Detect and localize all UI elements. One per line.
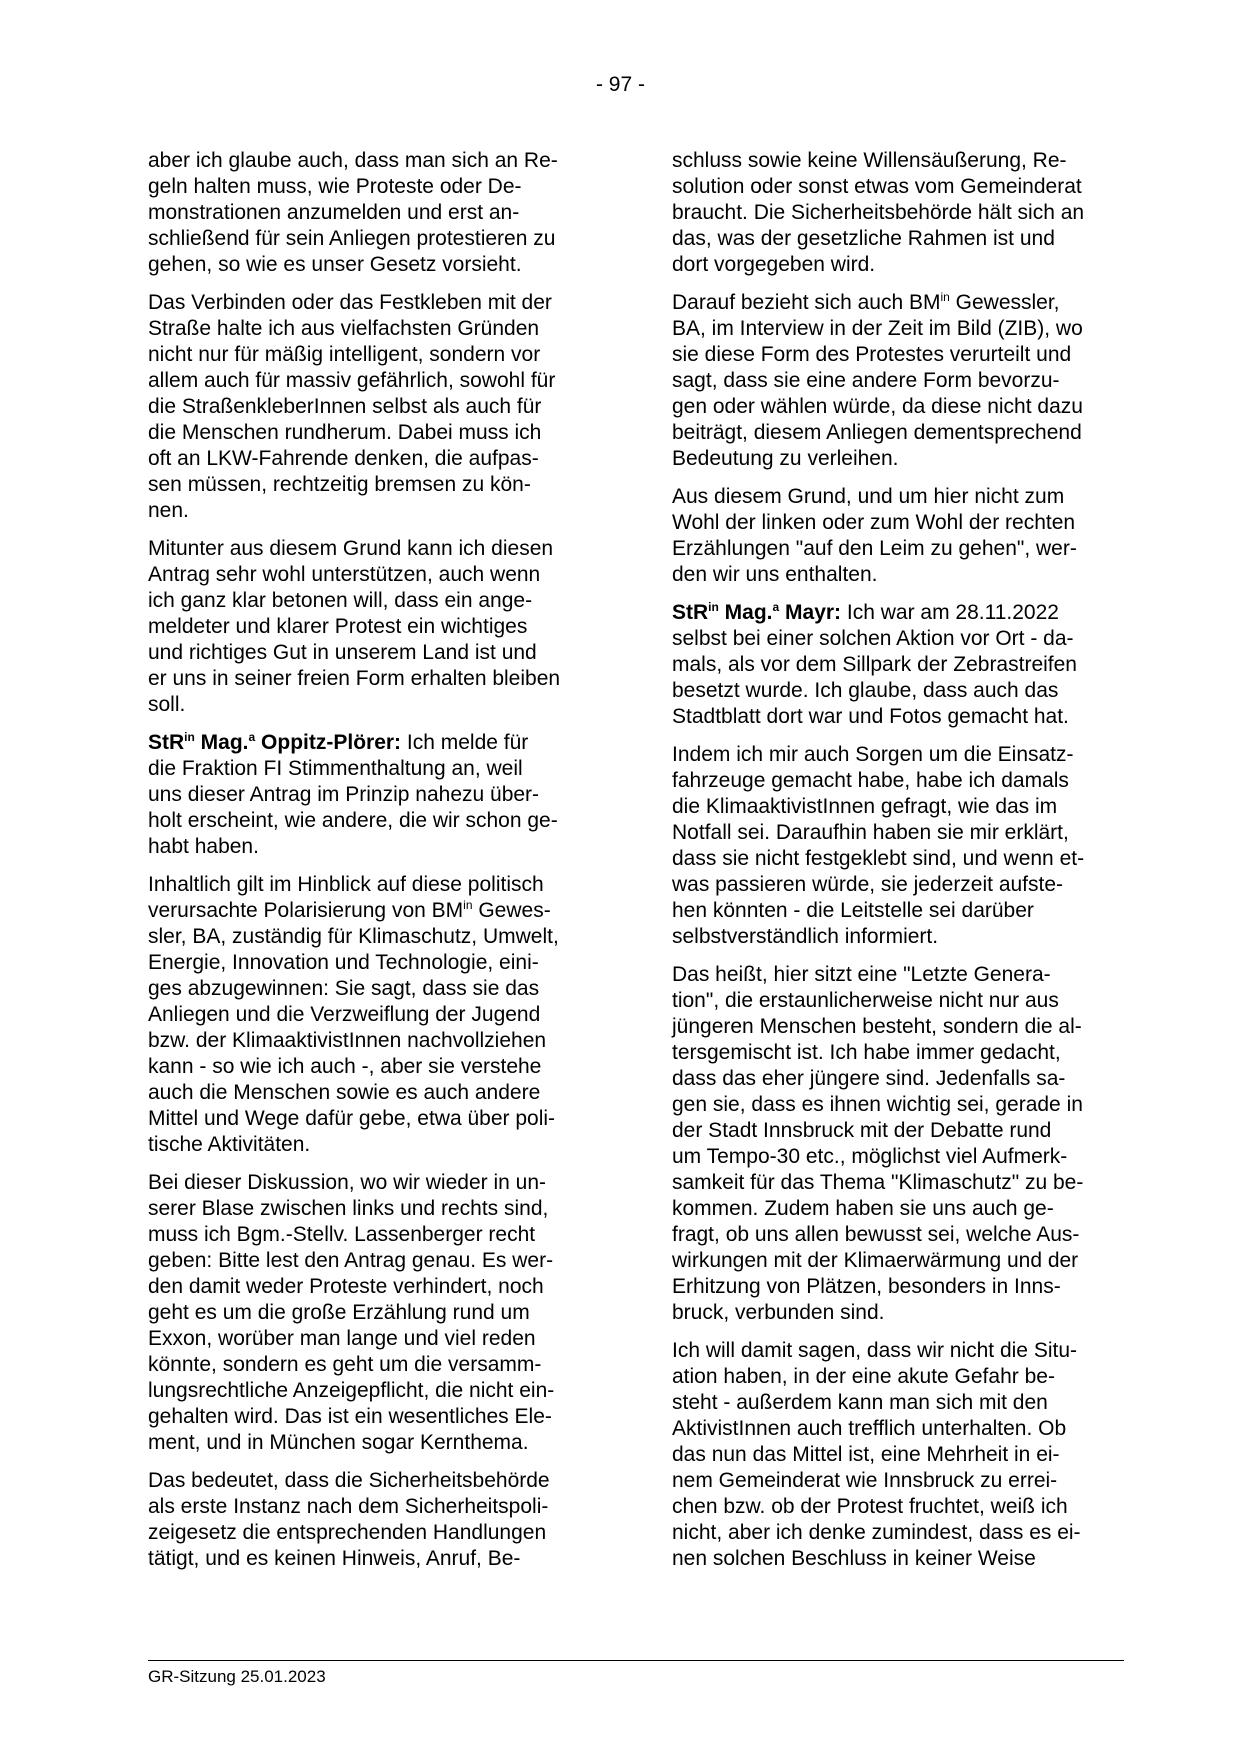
text-line: Anliegen und die Verzweiflung der Jugend — [148, 1003, 541, 1026]
text-line: Wohl der linken oder zum Wohl der rechten — [672, 511, 1076, 534]
text-line: Erhitzung von Plätzen, besonders in Inns- — [672, 1275, 1061, 1298]
text-line: könnte, sondern es geht um die versamm- — [148, 1353, 542, 1376]
text-line: solution oder sonst etwas vom Gemeinderat — [672, 175, 1082, 198]
text-line: die StraßenkleberInnen selbst als auch für — [148, 395, 542, 418]
text-line: samkeit für das Thema "Klimaschutz" zu be- — [672, 1171, 1084, 1194]
text-line: Erzählungen "auf den Leim zu gehen", wer- — [672, 537, 1077, 560]
text-line: gehalten wird. Das ist ein wesentliches Ele- — [148, 1405, 552, 1428]
text-line: Darauf bezieht sich auch $BM^{in}$ Gewessler, — [672, 290, 1060, 314]
text-line: braucht. Die Sicherheitsbehörde hält sich an — [672, 201, 1085, 224]
paragraph — [148, 1468, 598, 1572]
text-line: verursachte Polarisierung von $BM^{in}$ Gewes- — [148, 898, 551, 922]
text-line: ich ganz klar betonen will, dass ein ange- — [148, 589, 533, 612]
text-line: das nun das Mittel ist, eine Mehrheit in ei- — [672, 1443, 1060, 1466]
text-line: Straße halte ich aus vielfachsten Gründen — [148, 317, 540, 340]
text-line: selbst bei einer solchen Aktion vor Ort - da- — [672, 627, 1074, 650]
speaker-paragraph — [672, 600, 1124, 730]
paragraph — [148, 148, 598, 278]
text-line: fahrzeuge gemacht habe, habe ich damals — [672, 769, 1069, 792]
text-line: uns dieser Antrag im Prinzip nahezu über- — [148, 783, 540, 806]
footer-session-date: GR-Sitzung 25.01.2023 — [148, 1667, 326, 1686]
text-line: Das heißt, hier sitzt eine "Letzte Genera- — [672, 963, 1051, 986]
text-line: Mittel und Wege dafür gebe, etwa über poli- — [148, 1107, 556, 1130]
paragraph — [672, 962, 1124, 1326]
speaker-paragraph — [148, 730, 598, 860]
text-line: nicht nur für mäßig intelligent, sondern vor — [148, 343, 541, 366]
text-line: Das Verbinden oder das Festkleben mit der — [148, 291, 552, 314]
text-line: muss ich Bgm.-Stellv. Lassenberger recht — [148, 1223, 536, 1246]
text-line: selbstverständlich informiert. — [672, 925, 939, 948]
paragraph — [672, 290, 1124, 472]
text-line: StR$^{in}$ Mag.$^a$ Oppitz-Plörer: Ich melde für — [148, 730, 529, 754]
text-line: aber ich glaube auch, dass man sich an Re- — [148, 149, 558, 172]
text-line: das, was der gesetzliche Rahmen ist und — [672, 227, 1055, 250]
text-line: ges abzugewinnen: Sie sagt, dass sie das — [148, 977, 540, 1000]
text-line: meldeter und klarer Protest ein wichtiges — [148, 615, 528, 638]
text-line: nen. — [148, 499, 189, 522]
text-line: nen solchen Beschluss in keiner Weise — [672, 1547, 1036, 1570]
paragraph — [148, 536, 598, 718]
text-line: schluss sowie keine Willensäußerung, Re- — [672, 149, 1067, 172]
right-column — [672, 148, 1124, 1584]
text-line: gen sie, dass es ihnen wichtig sei, gerade in — [672, 1093, 1083, 1116]
text-line: der Stadt Innsbruck mit der Debatte rund — [672, 1119, 1052, 1142]
text-line: nicht, aber ich denke zumindest, dass es ei- — [672, 1521, 1081, 1544]
text-line: jüngeren Menschen besteht, sondern die al- — [672, 1015, 1082, 1038]
text-line: holt erscheint, wie andere, die wir schon ge- — [148, 809, 558, 832]
text-line: ation haben, in der eine akute Gefahr be- — [672, 1365, 1055, 1388]
paragraph — [148, 1170, 598, 1456]
text-line: was passieren würde, sie jederzeit aufste- — [672, 873, 1064, 896]
text-line: bruck, verbunden sind. — [672, 1301, 885, 1324]
text-line: beiträgt, diesem Anliegen dementsprechend — [672, 421, 1082, 444]
text-line: tätigt, und es keinen Hinweis, Anruf, Be- — [148, 1547, 521, 1570]
text-line: sen müssen, rechtzeitig bremsen zu kön- — [148, 473, 531, 496]
text-line: Aus diesem Grund, und um hier nicht zum — [672, 485, 1065, 508]
text-line: Notfall sei. Daraufhin haben sie mir erklärt, — [672, 821, 1069, 844]
text-line: steht - außerdem kann man sich mit den — [672, 1391, 1048, 1414]
text-line: schließend für sein Anliegen protestieren zu — [148, 227, 556, 250]
paragraph — [672, 148, 1124, 278]
paragraph — [148, 872, 598, 1158]
text-line: oft an LKW-Fahrende denken, die aufpas- — [148, 447, 539, 470]
paragraph — [672, 742, 1124, 950]
text-line: tion", die erstaunlicherweise nicht nur aus — [672, 989, 1059, 1012]
text-line: geht es um die große Erzählung rund um — [148, 1301, 530, 1324]
paragraph — [148, 290, 598, 524]
text-line: lungsrechtliche Anzeigepflicht, die nicht ein- — [148, 1379, 555, 1402]
text-line: gen oder wählen würde, da diese nicht dazu — [672, 395, 1083, 418]
text-line: Stadtblatt dort war und Fotos gemacht hat. — [672, 705, 1069, 728]
text-line: hen könnten - die Leitstelle sei darüber — [672, 899, 1034, 922]
text-line: chen bzw. ob der Protest fruchtet, weiß ich — [672, 1495, 1068, 1518]
text-line: Energie, Innovation und Technologie, eini- — [148, 951, 539, 974]
text-line: und richtiges Gut in unserem Land ist und — [148, 641, 537, 664]
text-line: die Fraktion FI Stimmenthaltung an, weil — [148, 757, 523, 780]
text-line: sler, BA, zuständig für Klimaschutz, Umwelt, — [148, 925, 559, 948]
text-line: Bei dieser Diskussion, wo wir wieder in un- — [148, 1171, 546, 1194]
footer-divider — [148, 1660, 1124, 1661]
text-line: kommen. Zudem haben sie uns auch ge- — [672, 1197, 1054, 1220]
text-line: monstrationen anzumelden und erst an- — [148, 201, 520, 224]
page-number: - 97 - — [595, 73, 645, 96]
speaker-name: StR$^{in}$ Mag.$^a$ Mayr: — [672, 600, 842, 624]
text-line: wirkungen mit der Klimaerwärmung und der — [672, 1249, 1079, 1272]
text-line: Bedeutung zu verleihen. — [672, 447, 899, 470]
text-line: tersgemischt ist. Ich habe immer gedacht, — [672, 1041, 1061, 1064]
text-line: als erste Instanz nach dem Sicherheitspoli- — [148, 1495, 549, 1518]
text-line: geben: Bitte lest den Antrag genau. Es wer- — [148, 1249, 554, 1272]
text-line: den damit weder Proteste verhindert, noch — [148, 1275, 544, 1298]
paragraph — [672, 484, 1124, 588]
text-line: dass sie nicht festgeklebt sind, und wenn et- — [672, 847, 1085, 870]
text-line: mals, als vor dem Sillpark der Zebrastreifen — [672, 653, 1077, 676]
text-line: StR$^{in}$ Mag.$^a$ Mayr: Ich war am 28.11.2022 — [672, 600, 1059, 624]
text-line: die Menschen rundherum. Dabei muss ich — [148, 421, 542, 444]
text-line: sagt, dass sie eine andere Form bevorzu- — [672, 369, 1060, 392]
text-line: serer Blase zwischen links und rechts sind, — [148, 1197, 549, 1220]
text-line: dort vorgegeben wird. — [672, 253, 876, 276]
text-line: BA, im Interview in der Zeit im Bild (ZIB), wo — [672, 317, 1083, 340]
text-line: Inhaltlich gilt im Hinblick auf diese politisch — [148, 873, 544, 896]
text-line: kann - so wie ich auch -, aber sie verstehe — [148, 1055, 542, 1078]
text-line: Antrag sehr wohl unterstützen, auch wenn — [148, 563, 541, 586]
text-line: die KlimaaktivistInnen gefragt, wie das im — [672, 795, 1058, 818]
text-line: auch die Menschen sowie es auch andere — [148, 1081, 541, 1104]
text-line: soll. — [148, 693, 186, 716]
text-line: sie diese Form des Protestes verurteilt und — [672, 343, 1072, 366]
text-line: Indem ich mir auch Sorgen um die Einsatz- — [672, 743, 1074, 766]
left-column — [148, 148, 598, 1584]
text-line: ment, und in München sogar Kernthema. — [148, 1431, 529, 1454]
text-line: zeigesetz die entsprechenden Handlungen — [148, 1521, 547, 1544]
text-line: Exxon, worüber man lange und viel reden — [148, 1327, 536, 1350]
speaker-name: StR$^{in}$ Mag.$^a$ Oppitz-Plörer: — [148, 730, 402, 754]
text-line: besetzt wurde. Ich glaube, dass auch das — [672, 679, 1059, 702]
text-line: um Tempo-30 etc., möglichst viel Aufmerk- — [672, 1145, 1068, 1168]
text-line: allem auch für massiv gefährlich, sowohl für — [148, 369, 556, 392]
text-line: habt haben. — [148, 835, 259, 858]
text-line: Ich will damit sagen, dass wir nicht die Situ- — [672, 1339, 1077, 1362]
text-line: den wir uns enthalten. — [672, 563, 878, 586]
text-line: dass das eher jüngere sind. Jedenfalls sa- — [672, 1067, 1066, 1090]
text-line: Mitunter aus diesem Grund kann ich diesen — [148, 537, 554, 560]
text-line: geln halten muss, wie Proteste oder De- — [148, 175, 522, 198]
text-line: nem Gemeinderat wie Innsbruck zu errei- — [672, 1469, 1058, 1492]
text-line: er uns in seiner freien Form erhalten bleiben — [148, 667, 561, 690]
text-line: fragt, ob uns allen bewusst sei, welche Aus- — [672, 1223, 1080, 1246]
text-line: gehen, so wie es unser Gesetz vorsieht. — [148, 253, 522, 276]
text-line: AktivistInnen auch trefflich unterhalten. Ob — [672, 1417, 1067, 1440]
text-line: tische Aktivitäten. — [148, 1133, 311, 1156]
text-line: Das bedeutet, dass die Sicherheitsbehörde — [148, 1469, 550, 1492]
text-line: bzw. der KlimaaktivistInnen nachvollziehen — [148, 1029, 547, 1052]
paragraph — [672, 1338, 1124, 1572]
